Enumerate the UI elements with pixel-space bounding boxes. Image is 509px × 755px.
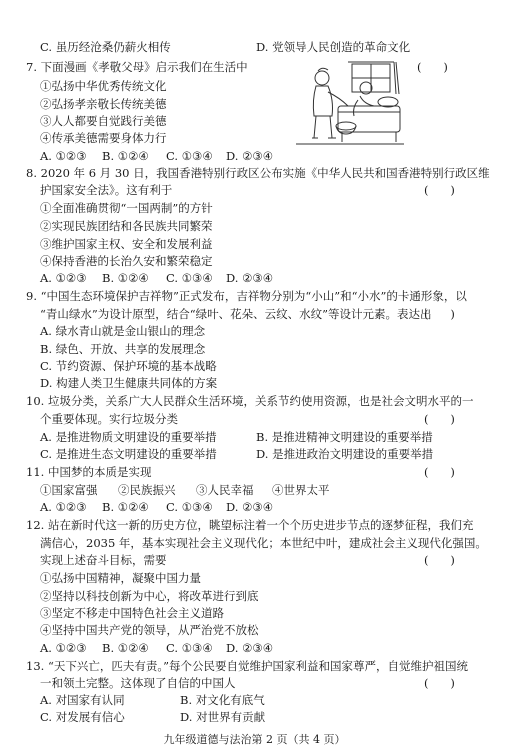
q7-stem: 7. 下面漫画《孝敬父母》启示我们在生活中 (26, 60, 248, 74)
filial-piety-cartoon (292, 60, 406, 148)
q10-stem-line-2: 个重要体现。实行垃圾分类 (40, 412, 178, 426)
q8-option-c: C. ①③④ (166, 271, 213, 285)
q7-option-c: C. ①③④ (166, 149, 213, 163)
q7-item-1: ①弘扬中华优秀传统文化 (40, 79, 167, 93)
page-footer: 九年级道德与法治第 2 页（共 4 页） (163, 733, 346, 746)
q12-stem-line-3: 实现上述奋斗目标，需要 (40, 553, 167, 567)
q13-option-c: C. 对发展有信心 (40, 710, 125, 724)
q7-answer-paren: ( ) (417, 60, 448, 74)
q11-stem: 11. 中国梦的本质是实现 (26, 465, 152, 479)
q9-option-d: D. 构建人类卫生健康共同体的方案 (40, 376, 218, 390)
q8-stem-line-1: 8. 2020 年 6 月 30 日，我国香港特别行政区公布实施《中华人民共和国香港特别行政区维 (26, 166, 490, 180)
q8-stem-line-2: 护国家安全法》。这有利于 (40, 183, 173, 197)
q11-answer-paren: ( ) (424, 465, 455, 479)
q12-stem-line-2: 满信心，2035 年，基本实现社会主义现代化；本世纪中叶，建成社会主义现代化强国。 (40, 536, 487, 550)
q8-answer-paren: ( ) (424, 183, 455, 197)
q9-option-c: C. 节约资源、保护环境的基本战略 (40, 359, 217, 373)
q10-answer-paren: ( ) (424, 412, 455, 426)
q12-item-2: ②坚持以科技创新为中心，将改革进行到底 (40, 589, 259, 603)
q11-item-4: ④世界太平 (272, 483, 330, 497)
q7-option-d: D. ②③④ (226, 149, 274, 163)
q11-option-c: C. ①③④ (166, 500, 213, 514)
q12-item-4: ④坚持中国共产党的领导，从严治党不放松 (40, 623, 259, 637)
q12-answer-paren: ( ) (424, 553, 455, 567)
q7-option-b: B. ①②④ (102, 149, 149, 163)
q13-option-d: D. 对世界有贡献 (180, 710, 266, 724)
q9-answer-paren: ( ) (424, 307, 455, 321)
q8-item-4: ④保持香港的长治久安和繁荣稳定 (40, 254, 213, 268)
q10-option-c: C. 是推进生态文明建设的重要举措 (40, 447, 217, 461)
q12-option-a: A. ①②③ (40, 641, 87, 655)
q11-option-d: D. ②③④ (226, 500, 274, 514)
q12-item-1: ①弘扬中国精神，凝聚中国力量 (40, 571, 201, 585)
q10-stem-line-1: 10. 垃圾分类，关系广大人民群众生活环境，关系节约使用资源，也是社会文明水平的一 (26, 394, 474, 408)
q12-stem-line-1: 12. 站在新时代这一新的历史方位，眺望标注着一个个历史进步节点的逐梦征程，我们充 (26, 518, 474, 532)
q11-item-3: ③人民幸福 (196, 483, 254, 497)
q7-item-4: ④传承美德需要身体力行 (40, 131, 167, 145)
q10-option-b: B. 是推进精神文明建设的重要举措 (256, 430, 433, 444)
q13-stem-line-1: 13. “天下兴亡，匹夫有责。”每个公民要自觉维护国家利益和国家尊严，自觉维护祖国统 (26, 659, 468, 673)
q11-item-2: ②民族振兴 (118, 483, 176, 497)
q7-item-3: ③人人都要自觉践行美德 (40, 114, 167, 128)
q8-option-d: D. ②③④ (226, 271, 274, 285)
q6-option-d: D. 党领导人民创造的革命文化 (256, 40, 411, 54)
q11-item-1: ①国家富强 (40, 483, 98, 497)
q8-option-a: A. ①②③ (40, 271, 87, 285)
q13-option-b: B. 对文化有底气 (180, 693, 265, 707)
q13-answer-paren: ( ) (424, 676, 455, 690)
q12-option-c: C. ①③④ (166, 641, 213, 655)
q10-option-a: A. 是推进物质文明建设的重要举措 (40, 430, 217, 444)
q8-item-3: ③维护国家主权、安全和发展利益 (40, 237, 213, 251)
q11-option-a: A. ①②③ (40, 500, 87, 514)
q9-stem-line-1: 9. “中国生态环境保护吉祥物”正式发布，吉祥物分别为“小山”和“小水”的卡通形象，以 (26, 289, 467, 303)
q11-option-b: B. ①②④ (102, 500, 149, 514)
q9-option-a: A. 绿水青山就是金山银山的理念 (40, 324, 206, 338)
q8-item-2: ②实现民族团结和各民族共同繁荣 (40, 219, 213, 233)
q9-option-b: B. 绿色、开放、共享的发展理念 (40, 342, 206, 356)
q8-item-1: ①全面准确贯彻“一国两制”的方针 (40, 201, 213, 215)
q10-option-d: D. 是推进政治文明建设的重要举措 (256, 447, 434, 461)
q6-option-c: C. 虽历经沧桑仍薪火相传 (40, 40, 171, 54)
q12-option-d: D. ②③④ (226, 641, 274, 655)
q13-option-a: A. 对国家有认同 (40, 693, 125, 707)
q7-item-2: ②弘扬孝亲敬长传统美德 (40, 97, 167, 111)
q7-option-a: A. ①②③ (40, 149, 87, 163)
q9-stem-line-2: “青山绿水”为设计原型，结合“绿叶、花朵、云纹、水纹”等设计元素。表达出 (40, 307, 432, 321)
q13-stem-line-2: 一和领土完整。这体现了自信的中国人 (40, 676, 236, 690)
q8-option-b: B. ①②④ (102, 271, 149, 285)
q12-item-3: ③坚定不移走中国特色社会主义道路 (40, 606, 224, 620)
q12-option-b: B. ①②④ (102, 641, 149, 655)
